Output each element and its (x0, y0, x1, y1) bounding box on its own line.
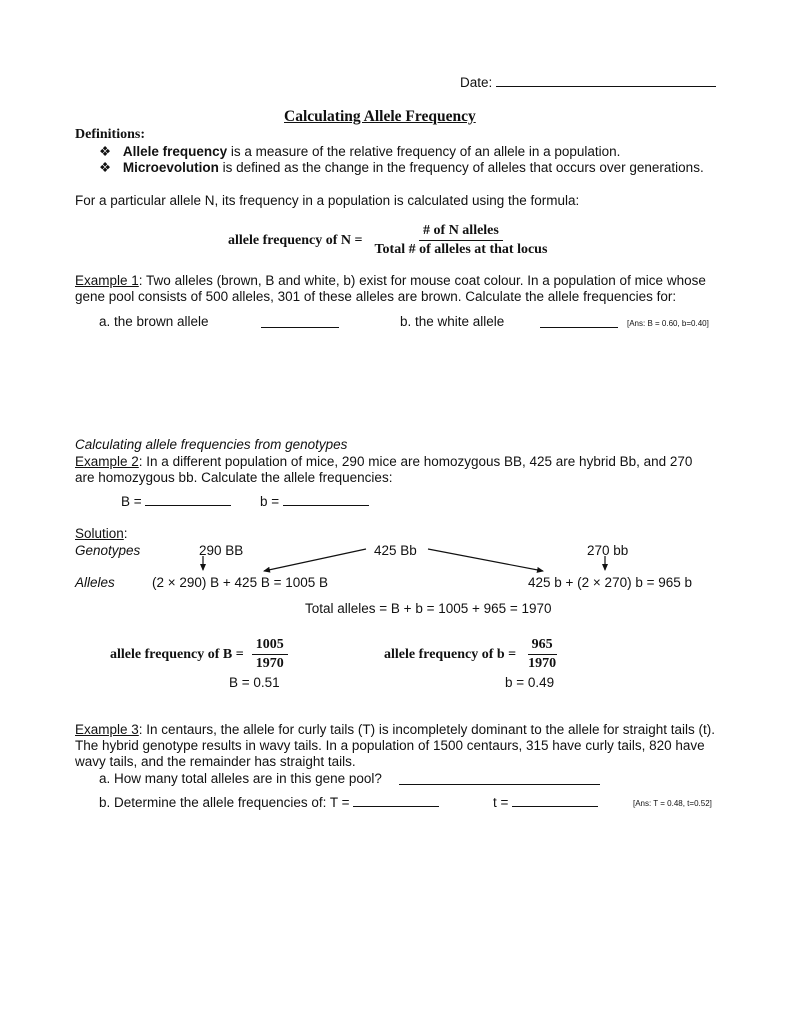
section2-heading-text: Calculating allele frequencies from genotypes (75, 437, 348, 452)
example1-answer-key: [Ans: B = 0.60, b=0.40] (627, 319, 709, 328)
genotype-425-Bb: 425 Bb (374, 543, 417, 558)
diamond-bullet-icon: ❖ (99, 144, 112, 159)
formula-numerator: # of N alleles (419, 223, 503, 241)
genotype-290-BB: 290 BB (199, 543, 244, 558)
arrow-425Bb-right (428, 549, 543, 571)
example1-text: : Two alleles (brown, B and white, b) exist for mouse coat colour. In a population of mice whose (138, 273, 706, 288)
definition-text: is defined as the change in the frequency of alleles that occurs over generations. (218, 160, 704, 175)
definition-term: Microevolution (122, 160, 219, 175)
solution-colon: : (123, 526, 128, 541)
example1-question-b: b. the white allele (400, 314, 505, 329)
formula-intro: For a particular allele N, its frequency in a population is calculated using the formula: (75, 193, 580, 208)
arrow-425Bb-left (264, 549, 366, 571)
question-a-text: a. the brown allele (99, 314, 209, 329)
question-b-text: b. Determine the allele frequencies of: T = (99, 795, 354, 810)
freqb-result: b = 0.49 (505, 675, 555, 690)
example3-line3: wavy tails, and the remainder has straight tails. (75, 754, 356, 769)
frequency-b-formula (384, 637, 560, 672)
example3-text: : In centaurs, the allele for curly tails (T) is incompletely dominant to the allele for straight tails (t). (138, 722, 716, 737)
alleles-label: Alleles (75, 575, 115, 590)
example3-label: Example 3 (75, 722, 139, 737)
definitions-heading: Definitions: (75, 127, 145, 142)
freqb-denominator: 1970 (528, 656, 557, 671)
frequency-B-formula (110, 637, 288, 672)
freqb-numerator: 965 (528, 637, 557, 655)
definition-text: is a measure of the relative frequency of an allele in a population. (227, 144, 621, 159)
page-title: Calculating Allele Frequency (284, 108, 476, 125)
diamond-bullet-icon: ❖ (99, 160, 112, 175)
freqB-lhs: allele frequency of B = (110, 646, 244, 662)
t-answer-blank[interactable] (512, 805, 598, 807)
example2-label: Example 2 (75, 454, 139, 469)
example3-t-answer (493, 795, 598, 810)
example3-line2: The hybrid genotype results in wavy tails. In a population of 1500 centaurs, 315 have curly tails, 820 have (75, 738, 705, 753)
example1-line2: gene pool consists of 500 alleles, 301 of these alleles are brown. Calculate the allele frequencies for: (75, 289, 677, 304)
solution-label-text: Solution (75, 526, 124, 541)
date-label: Date: (460, 75, 497, 90)
T-answer-blank[interactable] (353, 805, 439, 807)
freqB-result: B = 0.51 (229, 675, 280, 690)
b-label: b = (260, 494, 283, 509)
formula-denominator: Total # of alleles at that locus (374, 242, 548, 257)
genotypes-label: Genotypes (75, 543, 141, 558)
example3-answer-key: [Ans: T = 0.48, t=0.52] (633, 799, 712, 808)
freqB-numerator: 1005 (252, 637, 288, 655)
t-label: t = (493, 795, 513, 810)
B-label: B = (121, 494, 146, 509)
genotype-270-bb: 270 bb (587, 543, 629, 558)
example3-question-b (99, 795, 439, 810)
formula-lhs: allele frequency of N = (228, 232, 363, 248)
example1-label: Example 1 (75, 273, 139, 288)
alleles-b-calculation: 425 b + (2 × 270) b = 965 b (528, 575, 693, 590)
freqB-denominator: 1970 (255, 656, 284, 671)
freqb-lhs: allele frequency of b = (384, 646, 517, 662)
total-alleles-answer-blank[interactable] (399, 783, 600, 785)
example2-text: : In a different population of mice, 290 mice are homozygous BB, 425 are hybrid Bb, and 270 (138, 454, 693, 469)
example3-line1 (75, 722, 715, 737)
example3-question-a: a. How many total alleles are in this gene pool? (99, 771, 382, 786)
alleles-B-calculation: (2 × 290) B + 425 B = 1005 B (152, 575, 329, 590)
example2-line2: are homozygous bb. Calculate the allele frequencies: (75, 470, 393, 485)
definition-term: Allele frequency (122, 144, 228, 159)
total-alleles: Total alleles = B + b = 1005 + 965 = 1970 (305, 601, 552, 616)
